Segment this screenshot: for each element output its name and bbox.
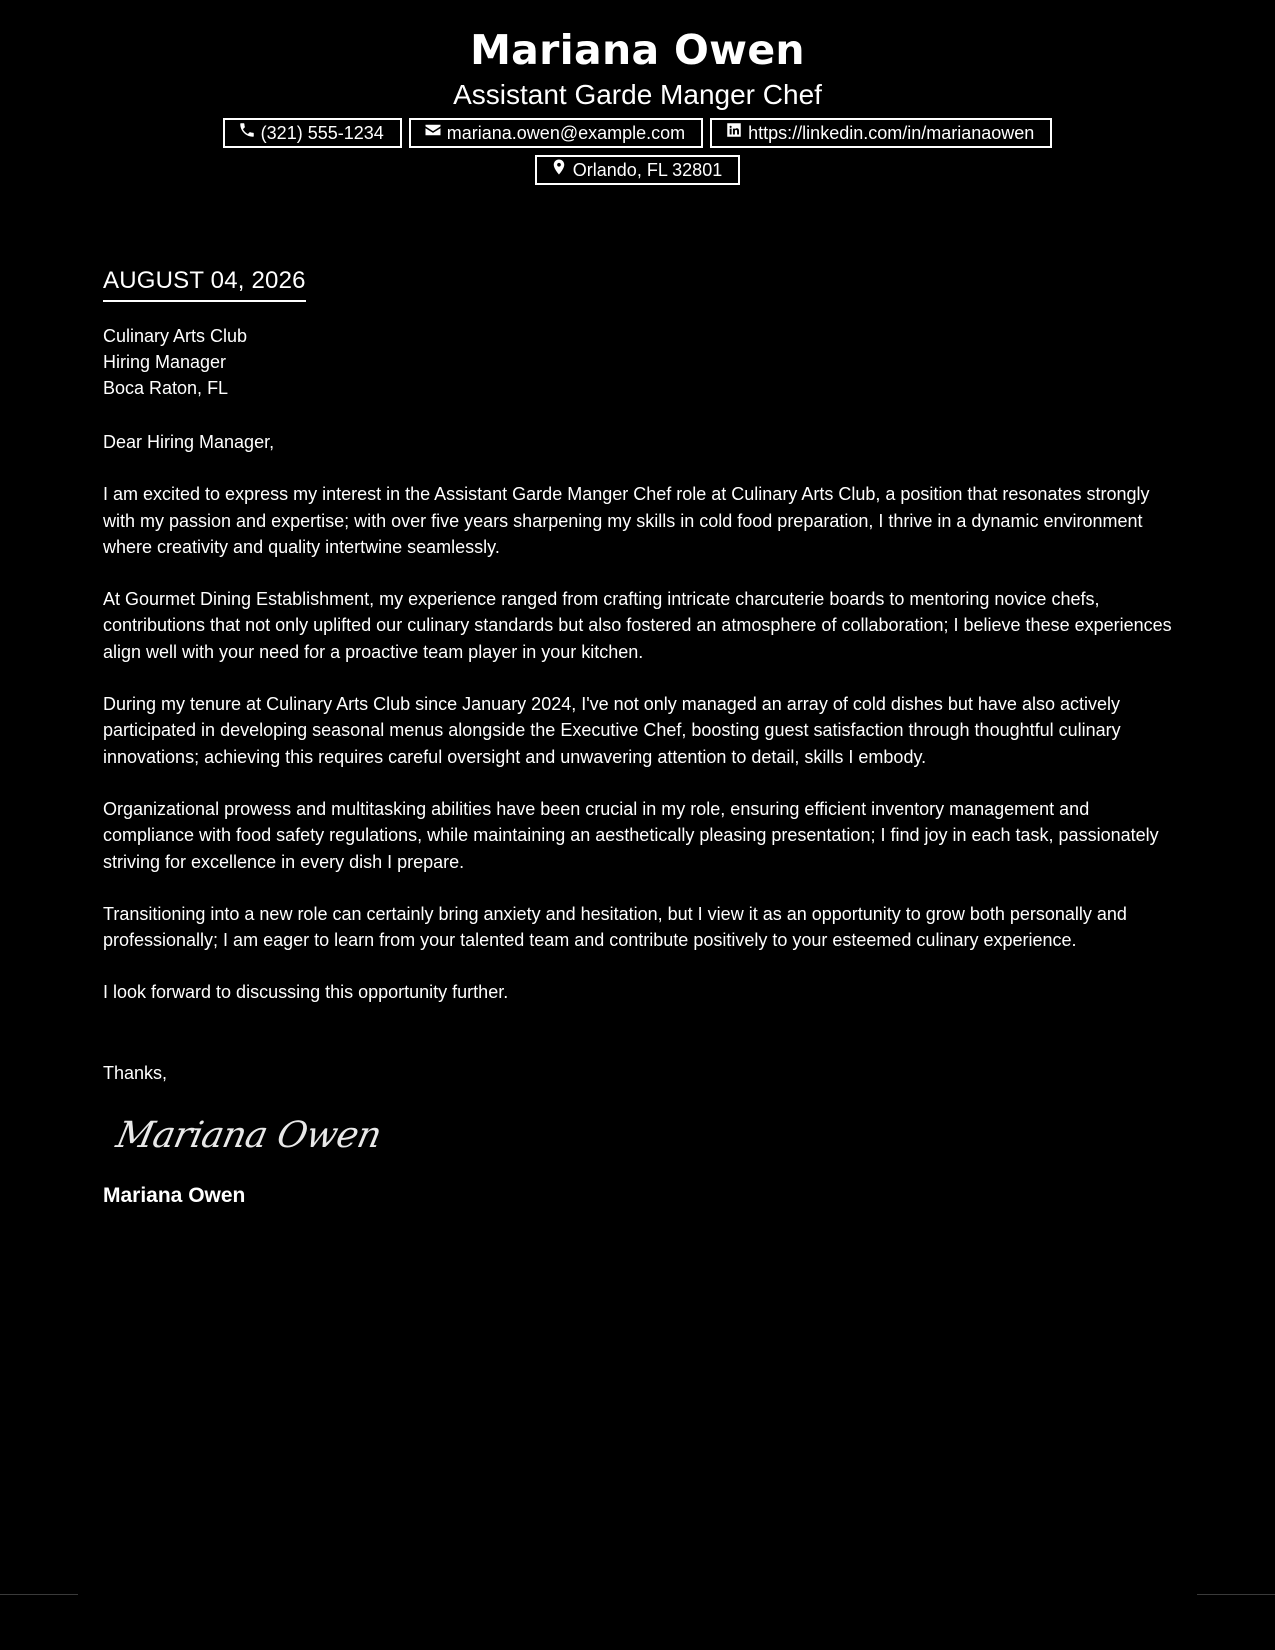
job-title: Assistant Garde Manger Chef [453, 79, 822, 110]
body-paragraph: At Gourmet Dining Establishment, my experience ranged from crafting intricate charcuterie boards to mentoring novice chefs, contributions that not only uplifted our culinary standards but also fostered an atmosphere of collaboration; I believe these experiences align well with your need for a proactive team player in your kitchen. [103, 589, 1172, 662]
body-paragraph: During my tenure at Culinary Arts Club since January 2024, I've not only managed an array of cold dishes but have also actively participated in developing seasonal menus alongside the Executive Chef, boosting guest satisfaction through thoughtful culinary innovations; achieving this requires careful oversight and unwavering attention to detail, skills I embody. [103, 694, 1121, 767]
signer-name: Mariana Owen [103, 1184, 246, 1208]
contact-row-primary [0, 118, 1275, 148]
linkedin-chip[interactable] [710, 118, 1052, 148]
phone-number: (321) 555-1234 [260, 123, 384, 143]
recipient-role: Hiring Manager [103, 352, 227, 372]
location-chip[interactable] [535, 155, 740, 185]
sign-off: Thanks, [103, 1062, 168, 1083]
letter-body [103, 265, 1173, 1210]
closing-note: I look forward to discussing this opportunity further. [103, 982, 509, 1003]
applicant-name: Mariana Owen [470, 26, 805, 74]
contact-row-secondary [0, 155, 1275, 185]
body-paragraph: Transitioning into a new role can certainly bring anxiety and hesitation, but I view it as an opportunity to grow both personally and professionally; I am eager to learn from your talented team and contribute positively to your esteemed culinary experience. [103, 903, 1127, 951]
handwritten-signature: Mariana Owen [112, 1115, 385, 1157]
letter-header [0, 22, 1275, 192]
location-text: Orlando, FL 32801 [572, 160, 723, 180]
footer-divider-left [0, 1594, 78, 1595]
phone-chip[interactable] [223, 118, 402, 148]
envelope-icon [424, 120, 447, 146]
salutation: Dear Hiring Manager, [103, 432, 275, 452]
letter-date: AUGUST 04, 2026 [103, 265, 306, 302]
linkedin-url: https://linkedin.com/in/marianaowen [748, 123, 1035, 143]
email-address: mariana.owen@example.com [446, 123, 686, 143]
recipient-company: Culinary Arts Club [103, 326, 248, 346]
body-paragraph: Organizational prowess and multitasking abilities have been crucial in my role, ensuring efficient inventory management and compliance with food safety regulations, while maintaining an aesthetically pleasing presentation; I find joy in each task, passionately striving for excellence in every dish I prepare. [103, 798, 1159, 872]
recipient-location: Boca Raton, FL [103, 378, 229, 398]
recipient-block [103, 323, 1173, 401]
phone-icon [238, 120, 261, 146]
body-paragraph: I am excited to express my interest in the Assistant Garde Manger Chef role at Culinary Arts Club, a position that resonates strongly with my passion and expertise; with over five years sharpening my skills in cold food preparation, I thrive in a dynamic environment where creativity and quality intertwine seamlessly. [103, 484, 1150, 557]
footer-divider-right [1197, 1594, 1275, 1595]
linkedin-icon [725, 120, 748, 146]
map-pin-icon [550, 157, 573, 183]
email-chip[interactable] [409, 118, 703, 148]
